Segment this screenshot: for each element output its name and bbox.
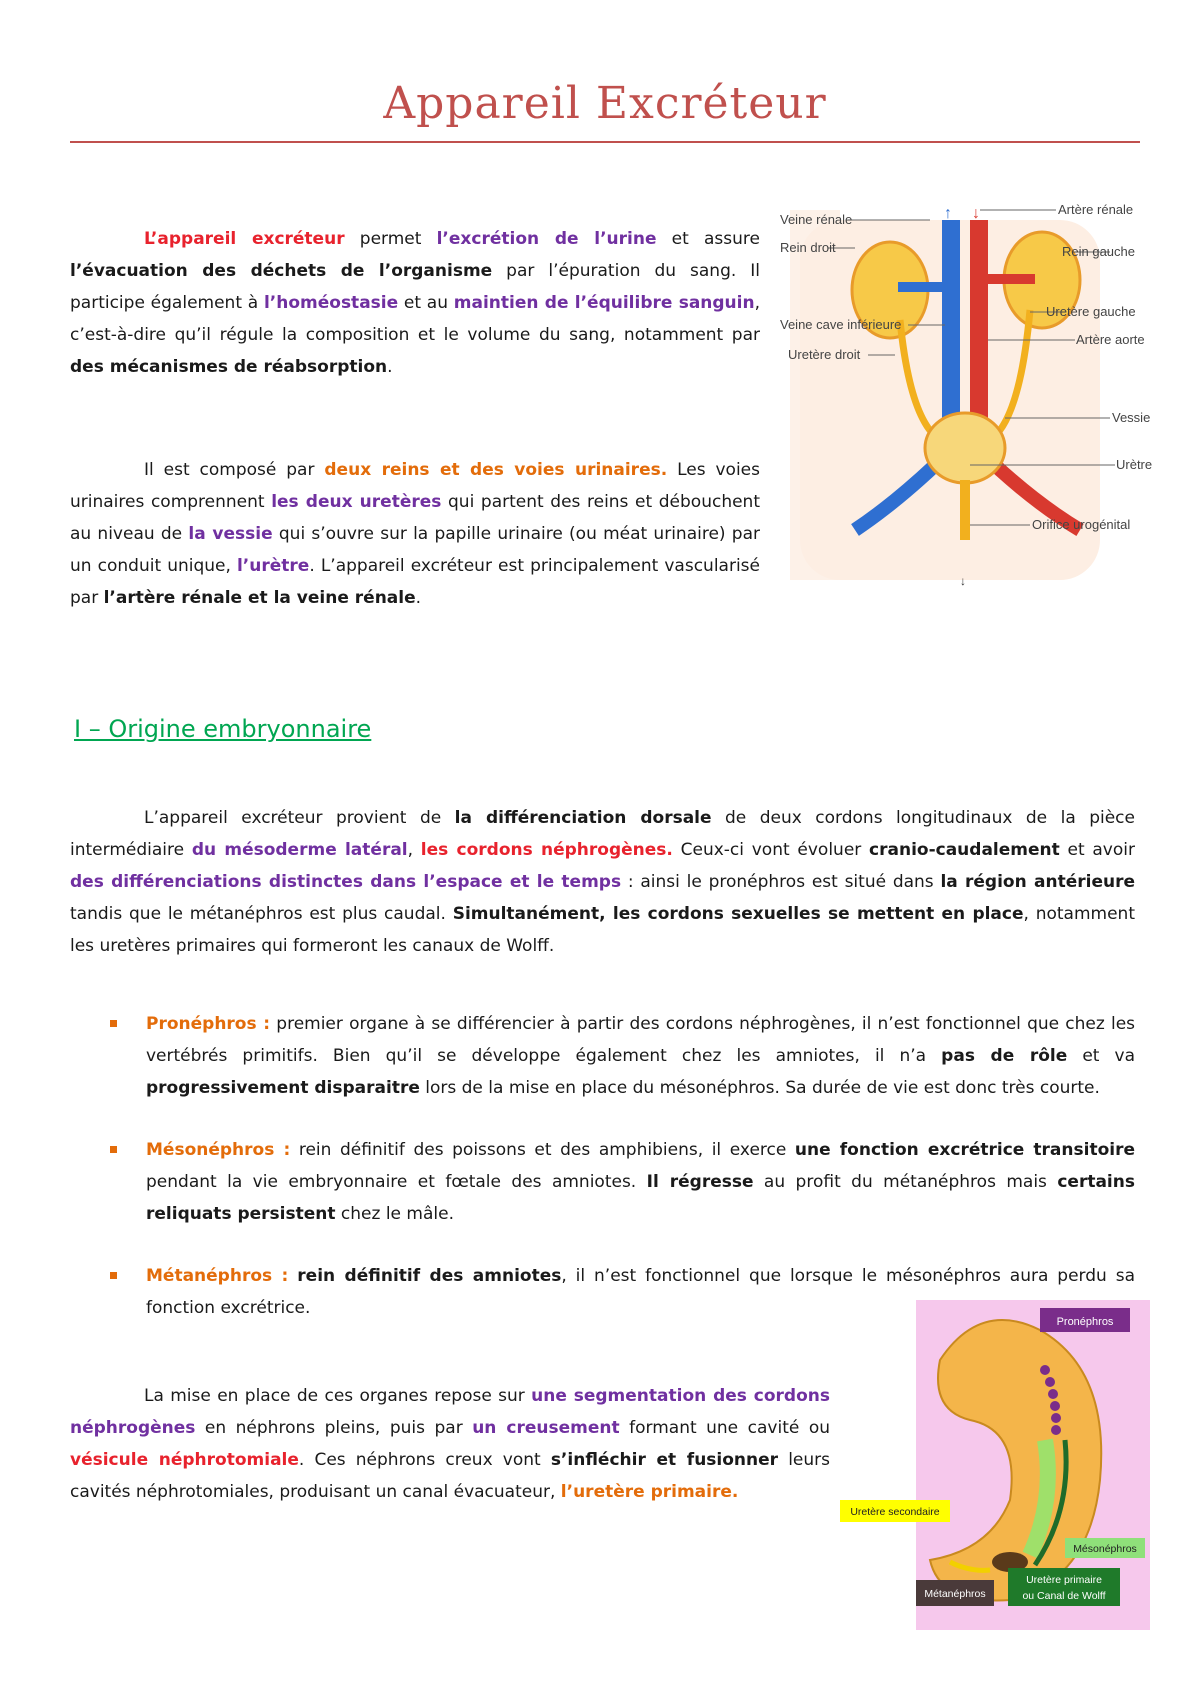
text-run: . <box>415 588 422 608</box>
intro-paragraph-2 <box>70 454 760 614</box>
text-run: . Ces néphrons creux vont <box>298 1450 551 1470</box>
text-run: pendant la vie embryonnaire et fœtale des amniotes. <box>146 1172 647 1192</box>
text-run: et assure <box>656 229 760 249</box>
text-run: , c’est-à-dire qu’il régule la composition et le volume du sang, notamment par <box>70 293 760 345</box>
text-run: la région antérieure <box>940 872 1135 892</box>
rich-text <box>70 1380 830 1508</box>
text-run: vésicule néphrotomiale <box>70 1450 299 1470</box>
label-uretere-droit: Uretère droit <box>788 347 861 362</box>
text-run: progressivement disparaitre <box>146 1078 420 1098</box>
label-artere-aorte: Artère aorte <box>1076 332 1145 347</box>
rich-text <box>146 1014 1135 1098</box>
text-run: premier organe à se différencier à partir des cordons néphrogènes, il n’est fonctionnel que chez les vertébrés primitifs. Bien qu’il se développe également chez les amniotes, il n’a <box>146 1014 1136 1066</box>
section1-paragraph-2 <box>70 1380 830 1508</box>
rich-text <box>70 223 760 383</box>
section1-paragraph-1 <box>70 802 1135 962</box>
text-run: l’urètre <box>236 556 310 576</box>
svg-text:↓: ↓ <box>972 205 980 222</box>
list-item <box>110 1134 1135 1230</box>
urethra <box>960 480 970 540</box>
text-run: la différenciation dorsale <box>454 808 712 828</box>
text-run: pas de rôle <box>941 1046 1068 1066</box>
text-run: . <box>387 357 393 377</box>
bladder <box>925 413 1005 483</box>
text-run: l’excrétion de l’urine <box>436 229 657 249</box>
label-uretere-primaire: Uretère primaire <box>1026 1574 1102 1586</box>
text-run: , <box>407 840 421 860</box>
text-run <box>288 1266 297 1286</box>
text-run: l’homéostasie <box>263 293 399 313</box>
urinary-system-figure <box>780 200 1160 590</box>
text-run: formant une cavité ou <box>619 1418 830 1438</box>
text-run: cranio-caudalement <box>869 840 1060 860</box>
text-run: une fonction excrétrice transitoire <box>794 1140 1135 1160</box>
text-run: et va <box>1067 1046 1136 1066</box>
text-run: une segmentation des cordons néphrogènes <box>70 1386 830 1438</box>
text-run: Il est composé par <box>144 460 325 480</box>
label-uretere-gauche: Uretère gauche <box>1046 304 1136 319</box>
label-uretre: Urètre <box>1116 457 1153 472</box>
rich-text <box>70 802 1135 962</box>
text-run: en néphrons pleins, puis par <box>195 1418 473 1438</box>
bullet-square-icon <box>110 1146 117 1153</box>
nephros-development-figure <box>840 1300 1150 1645</box>
text-run: rein définitif des poissons et des amphibiens, il exerce <box>290 1140 795 1160</box>
text-run: les deux uretères <box>271 492 442 512</box>
rich-text <box>70 454 760 614</box>
label-vessie: Vessie <box>1112 410 1151 425</box>
label-metanephros: Métanéphros <box>924 1588 986 1600</box>
text-run: du mésoderme latéral <box>191 840 408 860</box>
text-run: des différenciations distinctes dans l’espace et le temps <box>70 872 622 892</box>
label-artere-renale: Artère rénale <box>1058 202 1134 217</box>
text-run: et avoir <box>1059 840 1135 860</box>
label-pronephros: Pronéphros <box>1056 1316 1114 1328</box>
text-run: La mise en place de ces organes repose sur <box>144 1386 532 1406</box>
text-run: un creusement <box>472 1418 620 1438</box>
text-run: qui s’ouvre sur la papille urinaire (ou méat urinaire) par un conduit unique, <box>70 524 760 576</box>
text-run: . L’appareil excréteur est principalement vascularisé par <box>70 556 760 608</box>
label-veine-renale: Veine rénale <box>780 212 853 227</box>
text-run: et au <box>398 293 454 313</box>
intro-paragraph-1 <box>70 223 760 383</box>
label-canal-wolff: ou Canal de Wolff <box>1022 1590 1106 1602</box>
text-run: Il régresse <box>646 1172 754 1192</box>
page-title: Appareil Excréteur <box>383 78 827 129</box>
text-run: L’appareil excréteur <box>144 229 345 249</box>
text-run: Pronéphros : <box>146 1014 271 1034</box>
text-run: qui partent des reins et débouchent au niveau de <box>70 492 760 544</box>
text-run: Les voies urinaires comprennent <box>70 460 760 512</box>
label-orifice: Orifice urogénital <box>1032 517 1131 532</box>
svg-text:↓: ↓ <box>960 574 966 588</box>
text-run: Métanéphros : <box>146 1266 289 1286</box>
text-run: : ainsi le pronéphros est situé dans <box>621 872 941 892</box>
text-run: lors de la mise en place du mésonéphros. Sa durée de vie est donc très courte. <box>419 1078 1100 1098</box>
bullet-square-icon <box>110 1020 117 1027</box>
text-run: Simultanément, les cordons sexuelles se mettent en place <box>452 904 1024 924</box>
text-run: , notamment les uretères primaires qui formeront les canaux de Wolff. <box>70 904 1135 956</box>
text-run: au profit du métanéphros mais <box>753 1172 1058 1192</box>
list-item <box>110 1008 1135 1104</box>
svg-text:↑: ↑ <box>944 205 952 222</box>
text-run: leurs cavités néphrotomiales, produisant un canal évacuateur, <box>70 1450 831 1502</box>
text-run: maintien de l’équilibre sanguin <box>453 293 755 313</box>
text-run: des mécanismes de réabsorption <box>70 357 388 377</box>
text-run: la vessie <box>188 524 273 544</box>
text-run: permet <box>344 229 437 249</box>
text-run: chez le mâle. <box>335 1204 454 1224</box>
text-run: rein définitif des amniotes <box>297 1266 562 1286</box>
text-run: certains reliquats persistent <box>146 1172 1135 1224</box>
label-uretere-secondaire: Uretère secondaire <box>850 1506 940 1518</box>
rich-text <box>146 1140 1135 1224</box>
text-run: Ceux-ci vont évoluer <box>672 840 870 860</box>
text-run: l’évacuation des déchets de l’organisme <box>70 261 493 281</box>
bullet-square-icon <box>110 1272 117 1279</box>
section-heading-origine: I – Origine embryonnaire <box>74 715 372 743</box>
text-run: de deux cordons longitudinaux de la pièce intermédiaire <box>70 808 1135 860</box>
text-run: les cordons néphrogènes. <box>420 840 673 860</box>
text-run: l’uretère primaire. <box>560 1482 739 1502</box>
label-rein-droit: Rein droit <box>780 240 836 255</box>
text-run: Mésonéphros : <box>146 1140 291 1160</box>
label-rein-gauche: Rein gauche <box>1062 244 1135 259</box>
label-mesonephros: Mésonéphros <box>1073 1543 1137 1555</box>
text-run: , il n’est fonctionnel que lorsque le mésonéphros aura perdu sa fonction excrétrice. <box>146 1266 1135 1318</box>
text-run: s’infléchir et fusionner <box>550 1450 779 1470</box>
text-run: deux reins et des voies urinaires. <box>324 460 668 480</box>
label-veine-cave: Veine cave inférieure <box>780 317 902 332</box>
title-divider <box>70 141 1140 143</box>
text-run: tandis que le métanéphros est plus caudal. <box>70 904 453 924</box>
text-run: par l’épuration du sang. Il participe également à <box>70 261 760 313</box>
text-run: L’appareil excréteur provient de <box>144 808 455 828</box>
text-run: l’artère rénale et la veine rénale <box>103 588 416 608</box>
